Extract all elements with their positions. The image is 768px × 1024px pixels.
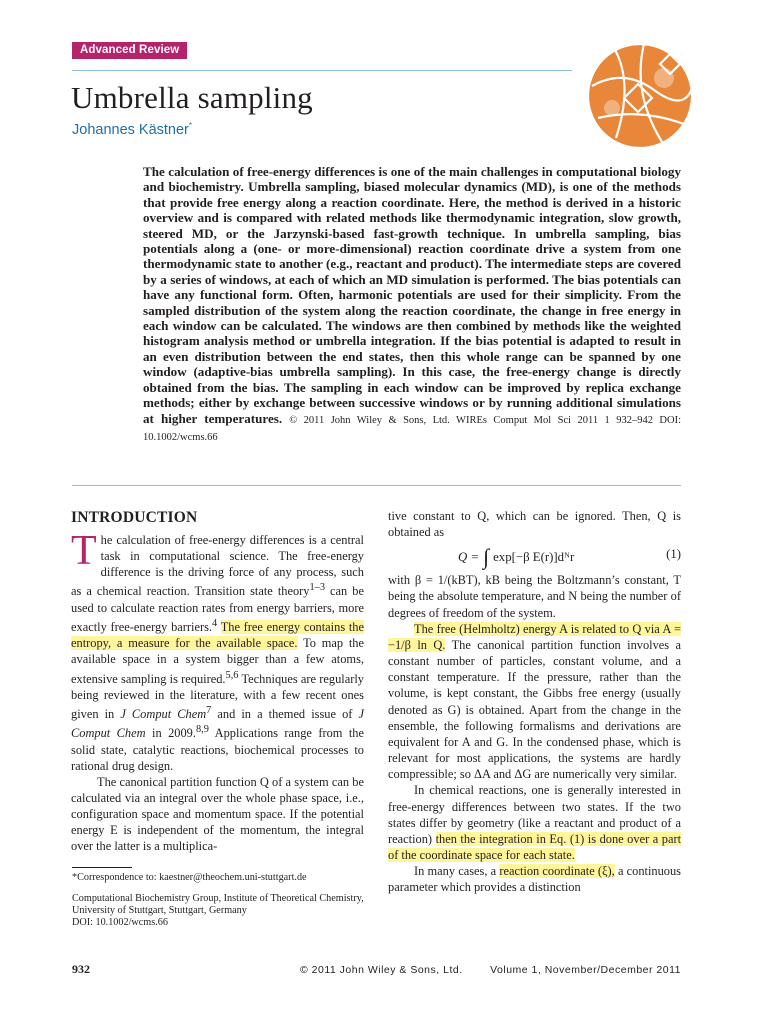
author-name-text: Johannes Kästner [72, 122, 189, 138]
intro-text: To map the available space in a system bigger than a few atoms, extensive sampling is required. [71, 636, 364, 686]
abstract-text: The calculation of free-energy differences is one of the main challenges in computational biology and biochemistry. Umbrella sampling, biased molecular dynamics (MD), is one of the methods that provide free energy along a reaction coordinate. Here, the method is derived in a historic overview and is compared with related methods like thermodynamic integration, slow growth, steered MD, or the Jarzynski-based fast-growth technique. In umbrella sampling, bias potentials along a (one- or more-dimensional) reaction coordinate drive a system from one thermodynamic state to another (e.g., reactant and product). The intermediate steps are covered by a series of windows, at each of which an MD simulation is performed. The bias potentials can have any functional form. Often, harmonic potentials are used for their simplicity. From the sampled distribution of the system along the reaction coordinate, the change in free energy in each window can be calculated. The windows are then combined by methods like the weighted histogram analysis method or umbrella integration. If the bias potential is adapted to result in an even distribution between the end states, then this whole range can be spanned by one window (adaptive-bias umbrella sampling). In this case, the free-energy change is directly obtained from the bias. The sampling in each window can be improved by replica exchange methods; either by exchange between successive windows or by running additional simulations at higher temperatures. [143, 164, 681, 426]
integral-symbol: ∫ [483, 544, 490, 570]
equation-number: (1) [666, 547, 681, 562]
citation-ref[interactable]: 1–3 [309, 582, 325, 594]
highlighted-text: reaction coordinate (ξ), [499, 864, 615, 879]
abstract-divider [72, 485, 681, 486]
equation-rhs: exp[−β E(r)]dᴺr [493, 550, 575, 565]
intro-text: in 2009. [145, 726, 196, 741]
footnote-divider [72, 867, 132, 868]
citation-ref[interactable]: 7 [206, 704, 212, 716]
body-paragraph: tive constant to Q, which can be ignored. Then, Q is obtained as [388, 509, 681, 540]
correspondence-footnote[interactable]: *Correspondence to: kaestner@theochem.uni-stuttgart.de [72, 872, 307, 883]
body-text: In chemical reactions, one is generally interested in free-energy differences between two states. If the two states differ by geometry (like a reactant and product of a reaction) [388, 783, 681, 846]
highlighted-text: then the integration in Eq. (1) is done over a part of the coordinate space for each state. [388, 831, 682, 862]
citation-ref[interactable]: 5,6 [225, 669, 239, 681]
body-paragraph [388, 621, 681, 783]
author-name[interactable] [72, 122, 192, 138]
header-divider [72, 70, 572, 71]
affiliation-footnote: Computational Biochemistry Group, Institute of Theoretical Chemistry, University of Stuttgart, Stuttgart, Germany [72, 893, 364, 916]
article-title: Umbrella sampling [71, 80, 313, 115]
intro-text: Techniques are regularly being reviewed in the literature, with a few recent ones given in [71, 671, 364, 722]
equation-lhs: Q = [458, 550, 480, 565]
page-number: 932 [72, 962, 90, 976]
section-heading: INTRODUCTION [71, 509, 198, 526]
journal-name: J Comput Chem [120, 707, 207, 722]
highlighted-text: The free (Helmholtz) energy A is related to Q via A = −1/β ln Q. [388, 621, 681, 652]
intro-text: Applications range from the solid state, catalytic reactions, biochemical processes to rational drug design. [71, 726, 365, 773]
wires-journal-logo-icon [584, 38, 696, 150]
body-text: The canonical partition function involves a constant number of particles, constant volume, and a constant temperature. If the pressure, rather than the volume, is kept constant, the Gibbs free energy (usually denoted as G) is obtained. Apart from the change in the ensemble, the following formalisms and derivations are equivalent for A and G. In the condensed phase, which is relevant for most applications, the systems are hardly compressible; so ΔA and ΔG are numerically very similar. [388, 637, 682, 782]
body-paragraph [388, 863, 681, 895]
drop-cap: T [71, 528, 97, 574]
footer-volume: Volume 1, November/December 2011 [490, 964, 681, 976]
intro-text: can be used to calculate reaction rates from energy barriers, more exactly free-energy barriers. [71, 584, 364, 635]
abstract-citation: © 2011 John Wiley & Sons, Ltd. WIREs Comput Mol Sci 2011 1 932–942 DOI: 10.1002/wcms.66 [143, 414, 681, 443]
highlighted-text: The free energy contains the entropy, a measure for the available space. [71, 620, 364, 651]
body-paragraph: with β = 1/(kBT), kB being the Boltzmann’s constant, T being the absolute temperature, and N being the number of degrees of freedom of the system. [388, 573, 681, 620]
equation-body [458, 544, 575, 570]
intro-text: he calculation of free-energy differences is a central task in computational science. The free-energy difference is the driving force of any process, such as a chemical reaction. Transition state theory [71, 533, 364, 599]
intro-paragraph-2: The canonical partition function Q of a system can be calculated via an integral over the whole phase space, i.e., configuration space and momentum space. If the potential energy E is independent of the momentum, the integral over the latter is a multiplica- [71, 774, 364, 854]
body-text: In many cases, a [414, 864, 500, 879]
body-paragraph [388, 782, 681, 863]
footer-copyright: © 2011 John Wiley & Sons, Ltd. [300, 964, 463, 976]
doi-footnote[interactable]: DOI: 10.1002/wcms.66 [72, 917, 168, 928]
journal-name: J Comput Chem [71, 707, 364, 741]
right-column [388, 508, 681, 895]
article-type-badge: Advanced Review [72, 42, 187, 59]
body-text: a continuous parameter which provides a distinction [388, 864, 682, 895]
abstract [143, 164, 681, 445]
left-column [71, 508, 364, 855]
citation-ref[interactable]: 4 [212, 617, 218, 629]
intro-paragraph-1 [71, 528, 365, 774]
intro-text: and in a themed issue of [211, 707, 359, 722]
author-footnote-mark: * [188, 121, 193, 130]
equation-1 [388, 542, 681, 568]
citation-ref[interactable]: 8,9 [195, 724, 209, 736]
